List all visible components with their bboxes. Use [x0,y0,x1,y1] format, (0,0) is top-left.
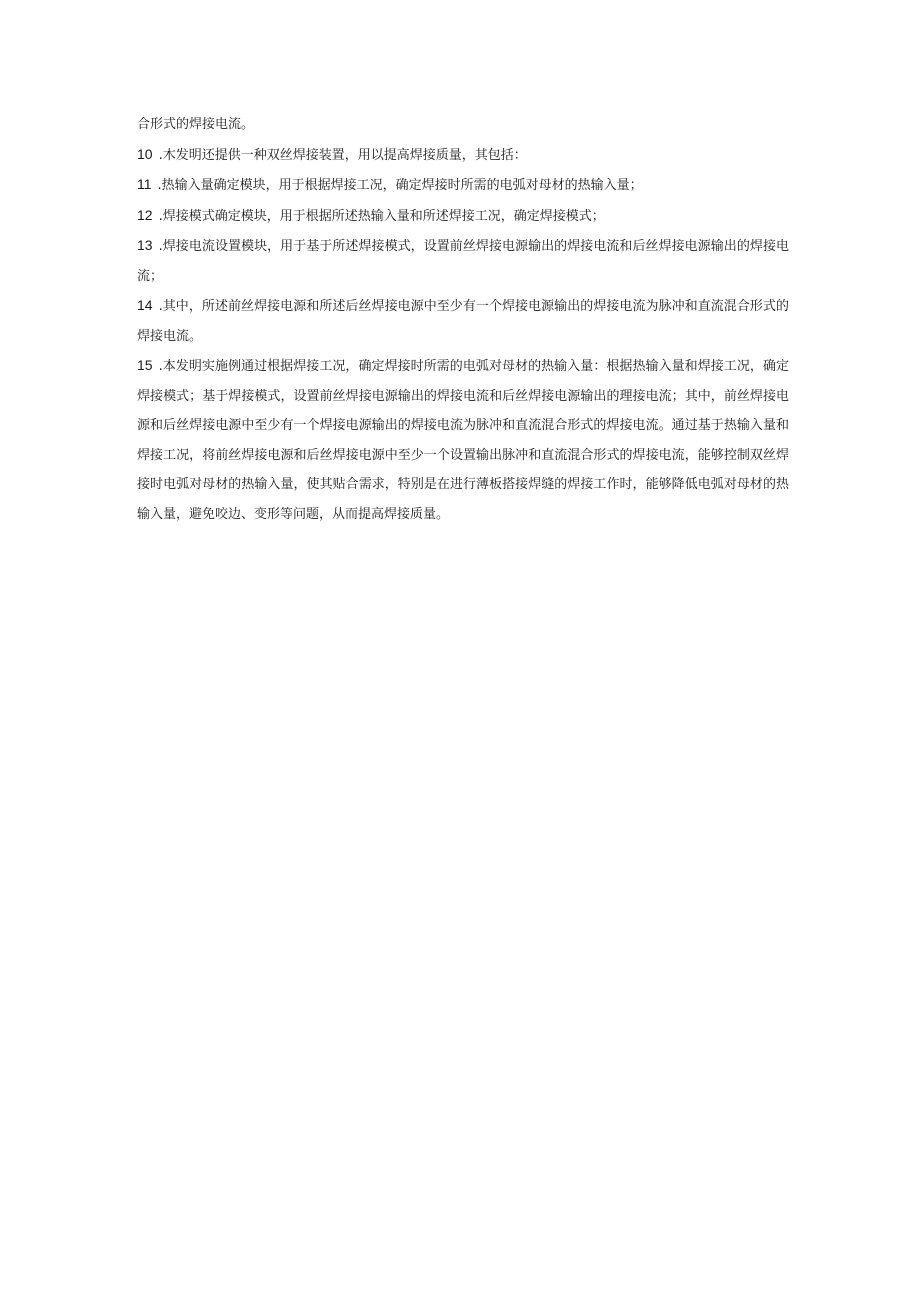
paragraph-text: .木发明还提供一种双丝焊接装置，用以提高焊接质量，其包括： [158,147,527,163]
paragraph-number: 12 [137,206,153,223]
paragraph-text: .焊接模式确定模块，用于根据所述热输入量和所述焊接工况，确定焊接模式； [158,208,605,224]
paragraph-14 [137,291,789,351]
paragraph-number: 15 [137,357,153,373]
paragraph-number: 10 [137,145,153,162]
paragraph-15 [137,351,789,529]
paragraph-number: 13 [137,237,153,253]
paragraph-text: .本发明实施例通过根据焊接工况，确定焊接时所需的电弧对母材的热输入量：根据热输入量和焊接工况，确定焊接模式；基于焊接模式，设置前丝焊接电源输出的焊接电流和后丝焊接电源输出的理接电流；其中，前丝焊接电源和后丝焊接电源中至少有一个焊接电源输出的焊接电流为脉冲和直流混合形式的焊接电流。通过基于热输入量和焊接工况，将前丝焊接电源和后丝焊接电源中至少一个设置输出脉冲和直流混合形式的焊接电流，能够控制双丝焊接时电弧对母材的热输入量，使其贴合需求，特别是在进行薄板搭接焊缝的焊接工作时，能够降低电弧对母材的热输入量，避免咬边、变形等问题，从而提高焊接质量。 [137,359,789,522]
paragraph-text: 合形式的焊接电流。 [137,117,255,132]
paragraph-12 [137,201,789,232]
paragraph-text: .其中，所述前丝焊接电源和所述后丝焊接电源中至少有一个焊接电源输出的焊接电流为脉冲和直流混合形式的焊接电流。 [137,299,789,344]
paragraph-number: 11 [137,176,152,192]
paragraph-13 [137,231,789,291]
paragraph-text: .热输入量确定模块，用于根据焊接工况，确定焊接时所需的电弧对母材的热输入量； [157,178,643,193]
paragraph-number: 14 [137,297,153,313]
paragraph-text: .焊接电流设置模块，用于基于所述焊接模式，设置前丝焊接电源输出的焊接电流和后丝焊接电源输出的焊接电流； [137,239,789,284]
document-body [137,110,789,529]
paragraph-10 [137,140,789,171]
paragraph-continuation [137,110,789,140]
paragraph-11 [137,170,789,201]
